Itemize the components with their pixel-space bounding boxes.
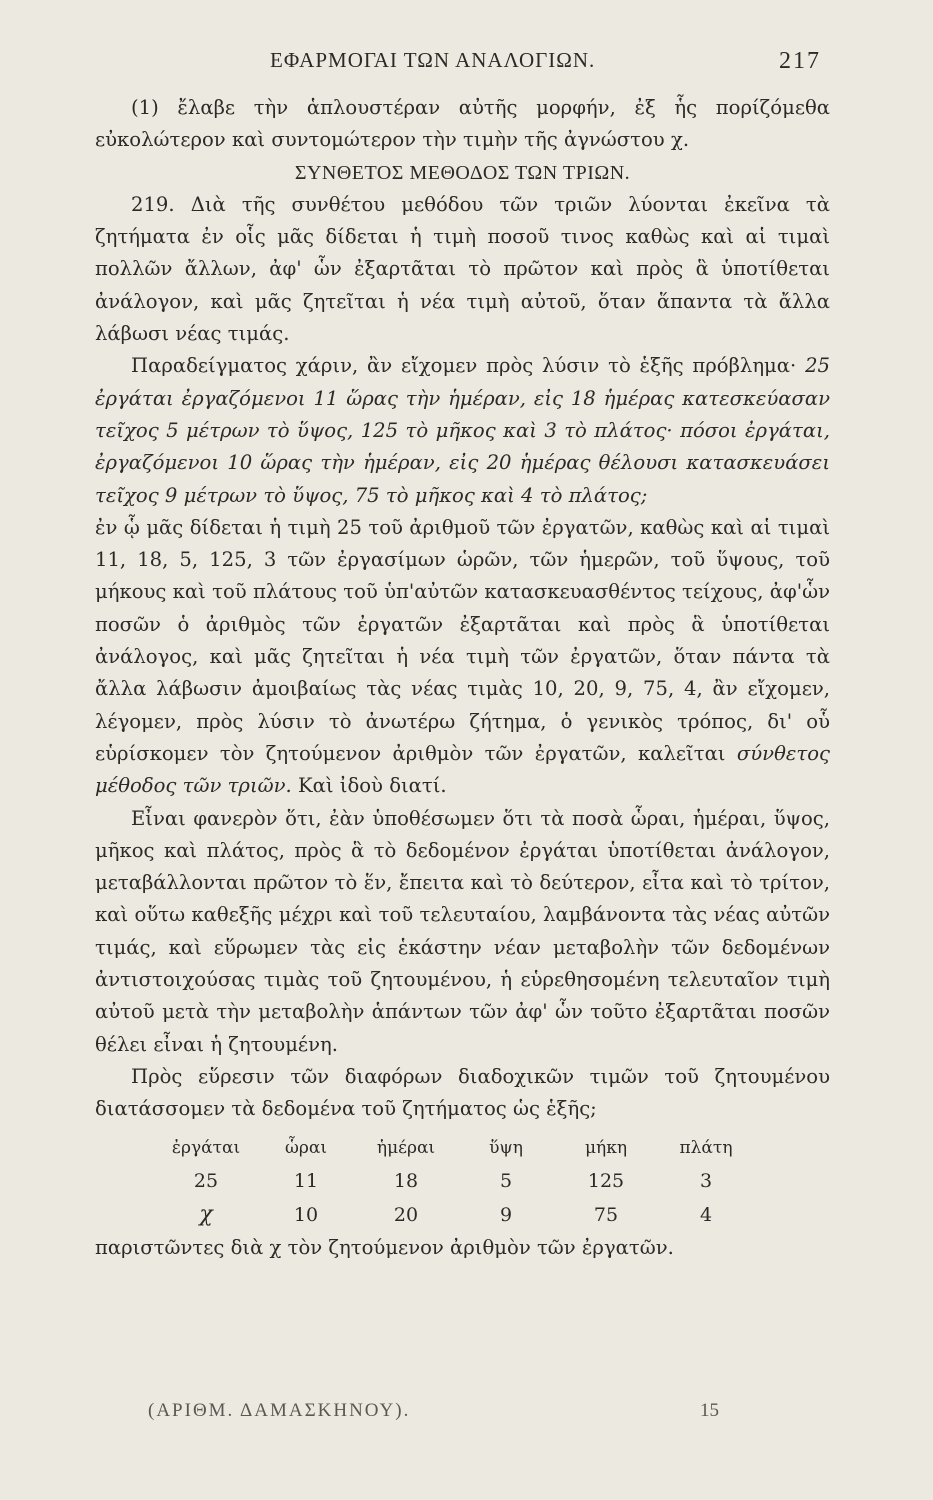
method-name: σύνθετος μέθοδος τῶν τριῶν. [95, 741, 830, 798]
page-number: 217 [779, 48, 821, 74]
table-cell: 25 [193, 1169, 219, 1192]
table-cell: 5 [499, 1169, 513, 1192]
table-header: ἡμέραι [376, 1137, 436, 1158]
table-header: ὕψη [489, 1137, 523, 1158]
data-table [165, 1132, 765, 1232]
section-title: ΣΥΝΘΕΤΟΣ ΜΕΘΟΔΟΣ ΤΩΝ ΤΡΙΩΝ. [294, 161, 631, 184]
table-cell: χ [199, 1201, 213, 1227]
running-title: ΕΦΑΡΜΟΓΑΙ ΤΩΝ ΑΝΑΛΟΓΙΩΝ. [270, 48, 596, 72]
table-row [165, 1164, 765, 1198]
table-cell: 3 [699, 1169, 713, 1192]
table-cell: 4 [699, 1203, 713, 1226]
example-problem: 25 ἐργάται ἐργαζόμενοι 11 ὥρας τὴν ἡμέραν, εἰς 18 ἡμέρας κατεσκεύασαν τεῖχος 5 μέτρων τὸ ὕψος, 125 τὸ μῆκος καὶ 3 τὸ πλάτος· πόσοι ἐργάται, ἐργαζόμενοι 10 ὥρας τὴν ἡμέραν, εἰς 20 ἡμέρας θέλουσι κατασκευάσει τεῖχος 9 μέτρων τὸ ὕψος, 75 τὸ μῆκος καὶ 4 τὸ πλάτος; [95, 354, 830, 507]
table-cell: 75 [593, 1203, 619, 1226]
paragraph-219: 219. Διὰ τῆς συνθέτου μεθόδου τῶν τριῶν λύονται ἐκεῖνα τὰ ζητήματα ἐν οἷς μᾶς δίδεται ἡ τιμὴ ποσοῦ τινος καθὼς καὶ αἱ τιμαὶ πολλῶν ἄλλων, ἀφ' ὧν ἐξαρτᾶται τὸ πρῶτον καὶ πρὸς ἃ ὑποτίθεται ἀνάλογον, καὶ μᾶς ζητεῖται ἡ νέα τιμὴ αὐτοῦ, ὅταν ἅπαντα τὰ ἄλλα λάβωσι νέας τιμάς. [95, 192, 830, 346]
reasoning-paragraph: Εἶναι φανερὸν ὅτι, ἐὰν ὑποθέσωμεν ὅτι τὰ ποσὰ ὧραι, ἡμέραι, ὕψος, μῆκος καὶ πλάτος, πρὸς ἃ τὸ δεδομένον ἐργάται ὑποτίθεται ἀνάλογον, μεταβάλλονται πρῶτον τὸ ἕν, ἔπειτα καὶ τὸ δεύτερον, εἶτα καὶ τὸ τρίτον, καὶ οὕτω καθεξῆς μέχρι καὶ τοῦ τελευταίου, λαμβάνοντα τὰς νέας αὐτῶν τιμάς, καὶ εὕρωμεν τὰς εἰς ἑκάστην νέαν μεταβολὴν τῶν δεδομένων ἀντιστοιχούσας τιμὰς τοῦ ζητουμένου, ἡ εὑρεθησομένη τελευταῖον τιμὴ αὐτοῦ μετὰ τὴν μεταβολὴν ἁπάντων τῶν ἀφ' ὧν τοῦτο ἐξαρτᾶται ποσῶν θέλει εἶναι ἡ ζητουμένη. [95, 806, 830, 1056]
closing-line: παριστῶντες διὰ χ τὸν ζητούμενον ἀριθμὸν τῶν ἐργατῶν. [95, 1235, 674, 1259]
table-cell: 18 [393, 1169, 419, 1192]
table-header-row [165, 1132, 765, 1164]
example-intro-text: Παραδείγματος χάριν, ἂν εἴχομεν πρὸς λύσιν τὸ ἑξῆς πρόβλημα· [131, 354, 797, 378]
table-header: ὧραι [284, 1137, 327, 1158]
body-text [95, 92, 830, 1264]
signature-mark: (ΑΡΙΘΜ. ΔΑΜΑΣΚΗΝΟΥ). [148, 1400, 411, 1421]
table-cell: 125 [587, 1169, 625, 1192]
table-cell: 10 [293, 1203, 319, 1226]
page-header [0, 48, 933, 88]
table-cell: 20 [393, 1203, 419, 1226]
explanation-end: Καὶ ἰδοὺ διατί. [298, 774, 447, 798]
page-footer [0, 1400, 933, 1434]
footnote-continuation: (1) ἔλαβε τὴν ἁπλουστέραν αὐτῆς μορφήν, ἐξ ἧς πορίζόμεθα εὐκολώτερον καὶ συντομώτερον τὴν τιμὴν τῆς ἀγνώστου χ. [95, 96, 830, 152]
table-cell: 11 [293, 1169, 319, 1192]
explanation-text: ἐν ᾧ μᾶς δίδεται ἡ τιμὴ 25 τοῦ ἀριθμοῦ τῶν ἐργατῶν, καθὼς καὶ αἱ τιμαὶ 11, 18, 5, 125, 3 τῶν ἐργασίμων ὡρῶν, τῶν ἡμερῶν, τοῦ ὕψους, τοῦ μήκους καὶ τοῦ πλάτους τοῦ ὑπ'αὐτῶν κατασκευασθέντος τείχους, ἀφ'ὧν ποσῶν ὁ ἀριθμὸς τῶν ἐργατῶν ἐξαρτᾶται καὶ πρὸς ἃ ὑποτίθεται ἀνάλογος, καὶ μᾶς ζητεῖται ἡ νέα τιμὴ τῶν ἐργατῶν, ὅταν πάντα τὰ ἄλλα λάβωσιν ἀμοιβαίως τὰς νέας τιμὰς 10, 20, 9, 75, 4, ἂν εἴχομεν, λέγομεν, πρὸς λύσιν τὸ ἀνωτέρω ζήτημα, ὁ γενικὸς τρόπος, δι' οὗ εὑρίσκομεν τὸν ζητούμενον ἀριθμὸν τῶν ἐργατῶν, καλεῖται [95, 515, 830, 765]
table-header: μήκη [584, 1137, 628, 1158]
table-header: ἐργάται [171, 1137, 241, 1158]
explanation-paragraph [95, 512, 830, 803]
arrangement-paragraph: Πρὸς εὕρεσιν τῶν διαφόρων διαδοχικῶν τιμῶν τοῦ ζητουμένου διατάσσομεν τὰ δεδομένα τοῦ ζητήματος ὡς ἑξῆς; [95, 1064, 830, 1121]
table-header: πλάτη [679, 1137, 733, 1158]
table-cell: 9 [499, 1203, 513, 1226]
table-row [165, 1198, 765, 1232]
example-intro [95, 350, 830, 511]
signature-number: 15 [700, 1400, 719, 1421]
